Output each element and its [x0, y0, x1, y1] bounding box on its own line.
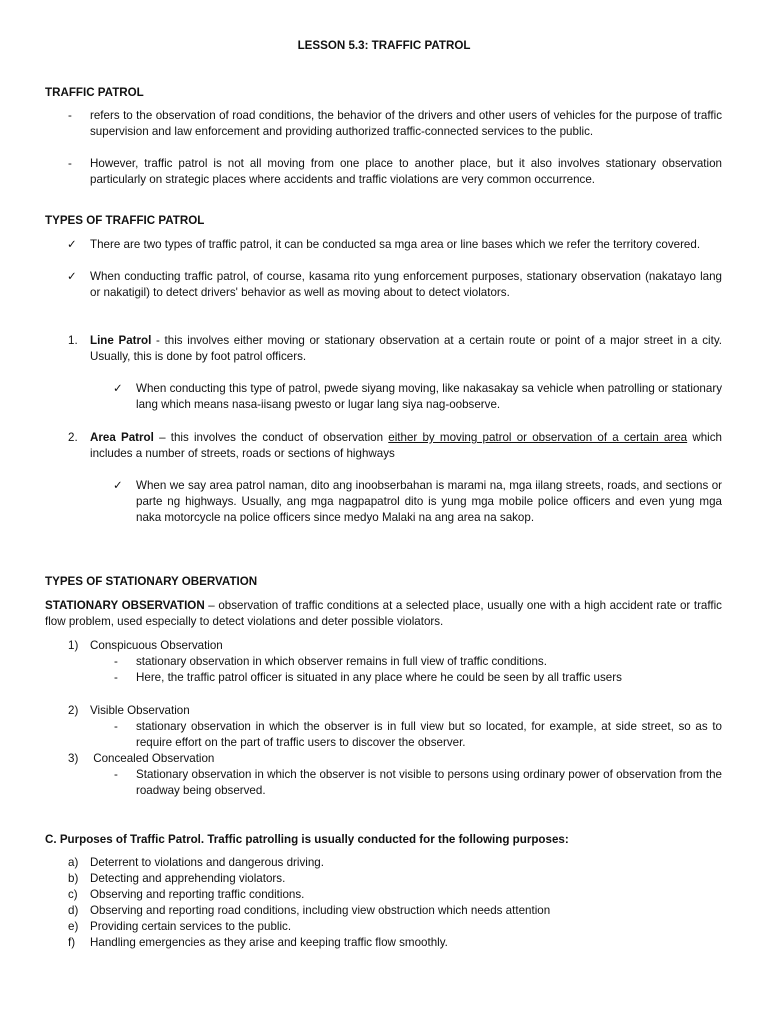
observation-type-name: Concealed Observation [90, 752, 215, 765]
area-patrol-term: Area Patrol [90, 431, 154, 444]
stationary-observation-definition [45, 598, 722, 630]
dash-bullet: - [114, 671, 118, 684]
dash-bullet: - [68, 157, 72, 170]
area-patrol-paragraph [90, 430, 722, 462]
observation-type-name: Conspicuous Observation [90, 639, 223, 652]
section-heading-purposes: C. Purposes of Traffic Patrol. Traffic patrolling is usually conducted for the following purposes: [45, 833, 569, 846]
list-number: 2) [68, 704, 79, 717]
list-number: 3) [68, 752, 79, 765]
dash-bullet: - [114, 655, 118, 668]
purpose-item: Deterrent to violations and dangerous driving. [90, 856, 324, 869]
list-letter: f) [68, 936, 76, 949]
check-icon: ✓ [113, 478, 123, 492]
dash-bullet: - [114, 768, 118, 781]
area-patrol-text-end: which includes a number of streets, roads or sections of highways [90, 431, 722, 460]
line-patrol-term: Line Patrol [90, 334, 152, 347]
check-paragraph: There are two types of traffic patrol, it can be conducted sa mga area or line bases which we refer the territory covered. [90, 238, 701, 251]
list-letter: e) [68, 920, 79, 933]
purpose-item: Handling emergencies as they arise and keeping traffic flow smoothly. [90, 936, 448, 949]
list-number: 1. [68, 334, 78, 347]
check-icon: ✓ [113, 381, 123, 395]
line-patrol-paragraph [90, 333, 722, 365]
section-heading-traffic-patrol: TRAFFIC PATROL [45, 86, 144, 99]
line-patrol-check-paragraph: When conducting this type of patrol, pwede siyang moving, like nakasakay sa vehicle when patrolling or stationary lang which means nasa-iisang pwesto or lugar lang siya nag-oobserve. [136, 382, 722, 411]
check-icon: ✓ [67, 269, 77, 283]
observation-point: stationary observation in which the observer is in full view but so located, for example, at side street, so as to require effort on the part of traffic users to discover the observer. [136, 720, 722, 749]
list-number: 2. [68, 431, 78, 444]
purpose-item: Observing and reporting road conditions, including view obstruction which needs attention [90, 904, 551, 917]
stationary-observation-term: STATIONARY OBSERVATION [45, 599, 205, 612]
section-heading-stationary-observation: TYPES OF STATIONARY OBERVATION [45, 575, 258, 588]
check-icon: ✓ [67, 237, 77, 251]
purpose-item: Providing certain services to the public. [90, 920, 292, 933]
area-patrol-underlined-text: either by moving patrol or observation of a certain area [388, 431, 688, 444]
area-patrol-text: – this involves the conduct of observation [153, 431, 389, 444]
purpose-item: Observing and reporting traffic conditions. [90, 888, 305, 901]
definition-paragraph: refers to the observation of road conditions, the behavior of the drivers and other users of vehicles for the purpose of traffic supervision and law enforcement and providing authorized traffic-connected services to the public. [90, 109, 722, 138]
observation-type-name: Visible Observation [90, 704, 190, 717]
stationary-note-paragraph: However, traffic patrol is not all moving from one place to another place, but it also involves stationary observation particularly on strategic places where accidents and traffic violations are very common occurrence. [90, 157, 722, 186]
line-patrol-text: - this involves either moving or stationary observation at a certain route or point of a major street in a city. Usually, this is done by foot patrol officers. [90, 334, 722, 363]
area-patrol-check-paragraph: When we say area patrol naman, dito ang inoobserbahan is marami na, mga iilang streets, roads, and sections or parte ng highways. Usually, ang mga nagpapatrol dito is yung mga mobile police officers and even yung mga naka motorcycle na police officers since medyo Malaki na ang area na sakop. [136, 479, 722, 524]
list-letter: d) [68, 904, 79, 917]
list-letter: a) [68, 856, 79, 869]
purpose-item: Detecting and apprehending violators. [90, 872, 286, 885]
stationary-observation-text: – observation of traffic conditions at a selected place, usually one with a high accident rate or traffic flow problem, used especially to detect violations and deter possible violators. [45, 599, 722, 628]
check-paragraph: When conducting traffic patrol, of course, kasama rito yung enforcement purposes, stationary observation (nakatayo lang or nakatigil) to detect drivers' behavior as well as moving about to detect violators. [90, 270, 722, 299]
list-letter: b) [68, 872, 79, 885]
observation-point: Stationary observation in which the observer is not visible to persons using ordinary power of observation from the roadway being observed. [136, 768, 722, 797]
observation-point: Here, the traffic patrol officer is situated in any place where he could be seen by all traffic users [136, 671, 622, 684]
observation-point: stationary observation in which observer remains in full view of traffic conditions. [136, 655, 547, 668]
list-letter: c) [68, 888, 78, 901]
dash-bullet: - [68, 109, 72, 122]
section-heading-types-of-traffic-patrol: TYPES OF TRAFFIC PATROL [45, 214, 205, 227]
list-number: 1) [68, 639, 79, 652]
dash-bullet: - [114, 720, 118, 733]
page-title: LESSON 5.3: TRAFFIC PATROL [297, 39, 471, 52]
